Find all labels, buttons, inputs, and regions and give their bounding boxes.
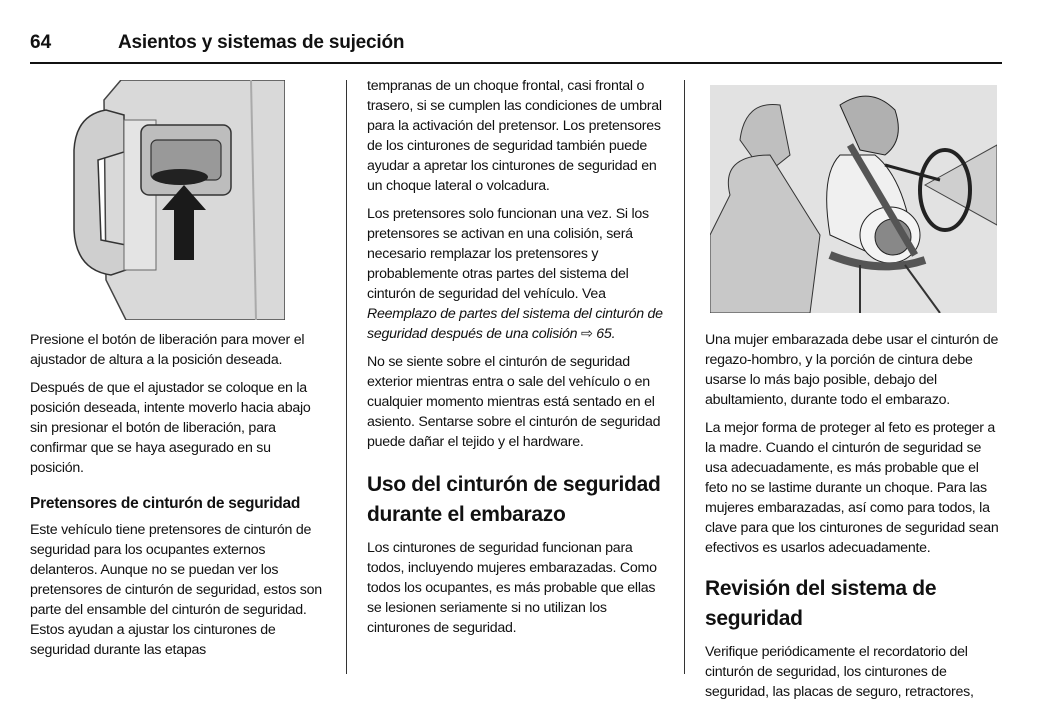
paragraph: Presione el botón de liberación para mover el ajustador de altura a la posición deseada. xyxy=(30,332,305,368)
page-ref-arrow-icon: ⇨ xyxy=(580,326,593,342)
page-number: 64 xyxy=(30,32,52,53)
paragraph: tempranas de un choque frontal, casi frontal o trasero, si se cumplen las condiciones de umbral para la activación del pretensor. Los pretensores de los cinturones de seguridad también puede ayudar a apretar los cinturones de seguridad en un choque lateral o volcadura. xyxy=(367,78,662,194)
column-divider xyxy=(346,80,347,674)
column-right xyxy=(705,330,1005,710)
column-middle xyxy=(367,76,667,646)
page-header xyxy=(30,30,1002,64)
pregnant-woman-seatbelt-illustration xyxy=(710,85,997,313)
paragraph: Los cinturones de seguridad funcionan para todos, incluyendo mujeres embarazadas. Como todos los ocupantes, es más probable que ellas se lesionen seriamente si no utilizan los cinturones de seguridad. xyxy=(367,540,657,636)
height-adjuster-illustration xyxy=(66,80,285,320)
paragraph-text: Los pretensores solo funcionan una vez. Si los pretensores se activan en una colisión, será necesario remplazar los pretensores y probablemente otras partes del sistema del cinturón de seguridad del vehículo. Vea xyxy=(367,206,649,302)
heading-system-review: Revisión del sistema de seguridad xyxy=(705,577,937,630)
heading-pregnancy: Uso del cinturón de seguridad durante el embarazo xyxy=(367,473,661,526)
paragraph: Una mujer embarazada debe usar el cinturón de regazo-hombro, y la porción de cintura debe usarse lo más bajo posible, debajo del abultamiento, durante todo el embarazo. xyxy=(705,332,999,408)
paragraph: Después de que el ajustador se coloque en la posición deseada, intente moverlo hacia abajo sin presionar el botón de liberación, para confirmar que se haya asegurado en su posición. xyxy=(30,380,311,476)
page-reference: 65. xyxy=(592,326,616,342)
paragraph: No se siente sobre el cinturón de seguridad exterior mientras entra o sale del vehículo o en cualquier momento mientras está sentado en el asiento. Sentarse sobre el cinturón de seguridad puede dañar el tejido y el hardware. xyxy=(367,354,661,450)
section-title: Asientos y sistemas de sujeción xyxy=(118,32,405,53)
paragraph: Este vehículo tiene pretensores de cinturón de seguridad para los ocupantes externos delanteros. Aunque no se puedan ver los pretensores de cinturón de seguridad, estos son parte del ensamble del cinturón de seguridad. Estos ayudan a ajustar los cinturones de seguridad durante las etapas xyxy=(30,522,322,658)
paragraph: Verifique periódicamente el recordatorio del cinturón de seguridad, los cinturones de seguridad, las placas de seguro, retractores, xyxy=(705,644,974,700)
column-left xyxy=(30,330,326,668)
cross-reference-link[interactable]: Reemplazo de partes del sistema del cinturón de seguridad después de una colisión xyxy=(367,306,663,342)
paragraph xyxy=(367,204,667,344)
subheading-pretensioners: Pretensores de cinturón de seguridad xyxy=(30,495,301,512)
paragraph: La mejor forma de proteger al feto es proteger a la madre. Cuando el cinturón de seguridad se usa adecuadamente, es más probable que el feto no se lastime durante un choque. Para las mujeres embarazadas, así como para todos, la clave para que los cinturones de seguridad sean efectivos es usarlos adecuadamente. xyxy=(705,420,999,556)
column-divider xyxy=(684,80,685,674)
